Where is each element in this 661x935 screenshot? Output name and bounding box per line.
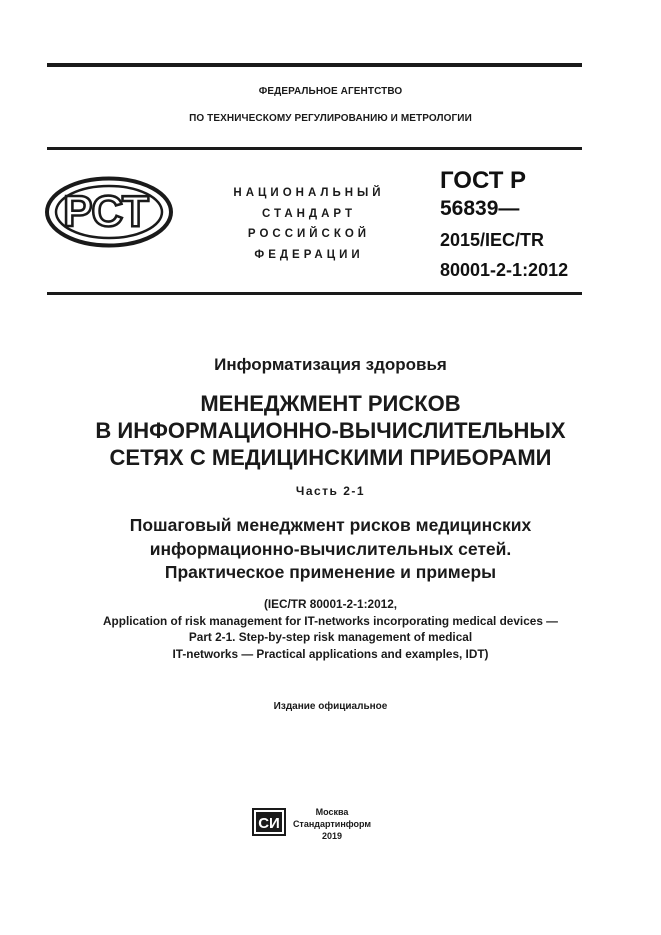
- english-line-4: IT-networks — Practical applications and examples, IDT): [172, 646, 489, 661]
- designation-line-4: 80001-2-1:2012: [440, 260, 569, 280]
- part-title: [0, 514, 661, 585]
- english-title: [0, 596, 661, 662]
- gost-rst-emblem-icon: [44, 176, 174, 253]
- emblem-text: РСТ: [63, 187, 149, 236]
- national-standard-line-4: ФЕДЕРАЦИИ: [254, 248, 364, 261]
- publisher-info: [292, 806, 372, 842]
- part-label: Часть 2-1: [295, 484, 366, 498]
- main-title-line-3: СЕТЯХ С МЕДИЦИНСКИМИ ПРИБОРАМИ: [109, 445, 552, 470]
- standartinform-logo-icon: [252, 808, 286, 841]
- top-rule: [47, 63, 582, 67]
- designation-rule: [47, 292, 582, 295]
- national-standard-line-2: СТАНДАРТ: [262, 207, 356, 220]
- standard-designation: [440, 167, 568, 285]
- publisher-city: Москва: [315, 807, 349, 817]
- part-title-line-1: Пошаговый менеджмент рисков медицинских: [129, 515, 532, 535]
- designation-line-2: 56839—: [440, 197, 520, 220]
- national-standard-block: [214, 183, 404, 265]
- part-title-line-3: Практическое применение и примеры: [164, 562, 497, 582]
- publisher-year: 2019: [321, 831, 343, 841]
- english-line-3: Part 2-1. Step-by-step risk management of medical: [188, 630, 473, 644]
- national-standard-line-3: РОССИЙСКОЙ: [247, 228, 371, 240]
- english-line-1: (IEC/TR 80001-2-1:2012,: [263, 597, 398, 611]
- main-title: [0, 390, 661, 471]
- national-standard-line-1: НАЦИОНАЛЬНЫЙ: [233, 187, 385, 199]
- english-line-2: Application of risk management for IT-networks incorporating medical devices —: [103, 613, 558, 628]
- designation-line-3: 2015/IEC/TR: [440, 230, 545, 250]
- main-title-line-1: МЕНЕДЖМЕНТ РИСКОВ: [200, 391, 461, 416]
- agency-line-1: ФЕДЕРАЛЬНОЕ АГЕНТСТВО: [258, 86, 403, 97]
- agency-line-2: ПО ТЕХНИЧЕСКОМУ РЕГУЛИРОВАНИЮ И МЕТРОЛОГИИ: [189, 113, 472, 124]
- publisher-logo-text: СИ: [258, 815, 280, 832]
- part-title-line-2: информационно-вычислительных сетей.: [149, 538, 512, 559]
- edition-note: Издание официальное: [273, 701, 388, 712]
- designation-line-1: ГОСТ Р: [440, 167, 527, 194]
- main-title-line-2: В ИНФОРМАЦИОННО-ВЫЧИСЛИТЕЛЬНЫХ: [95, 418, 566, 443]
- subtitle: Информатизация здоровья: [214, 355, 447, 374]
- header-rule: [47, 147, 582, 150]
- publisher-name: Стандартинформ: [292, 819, 372, 829]
